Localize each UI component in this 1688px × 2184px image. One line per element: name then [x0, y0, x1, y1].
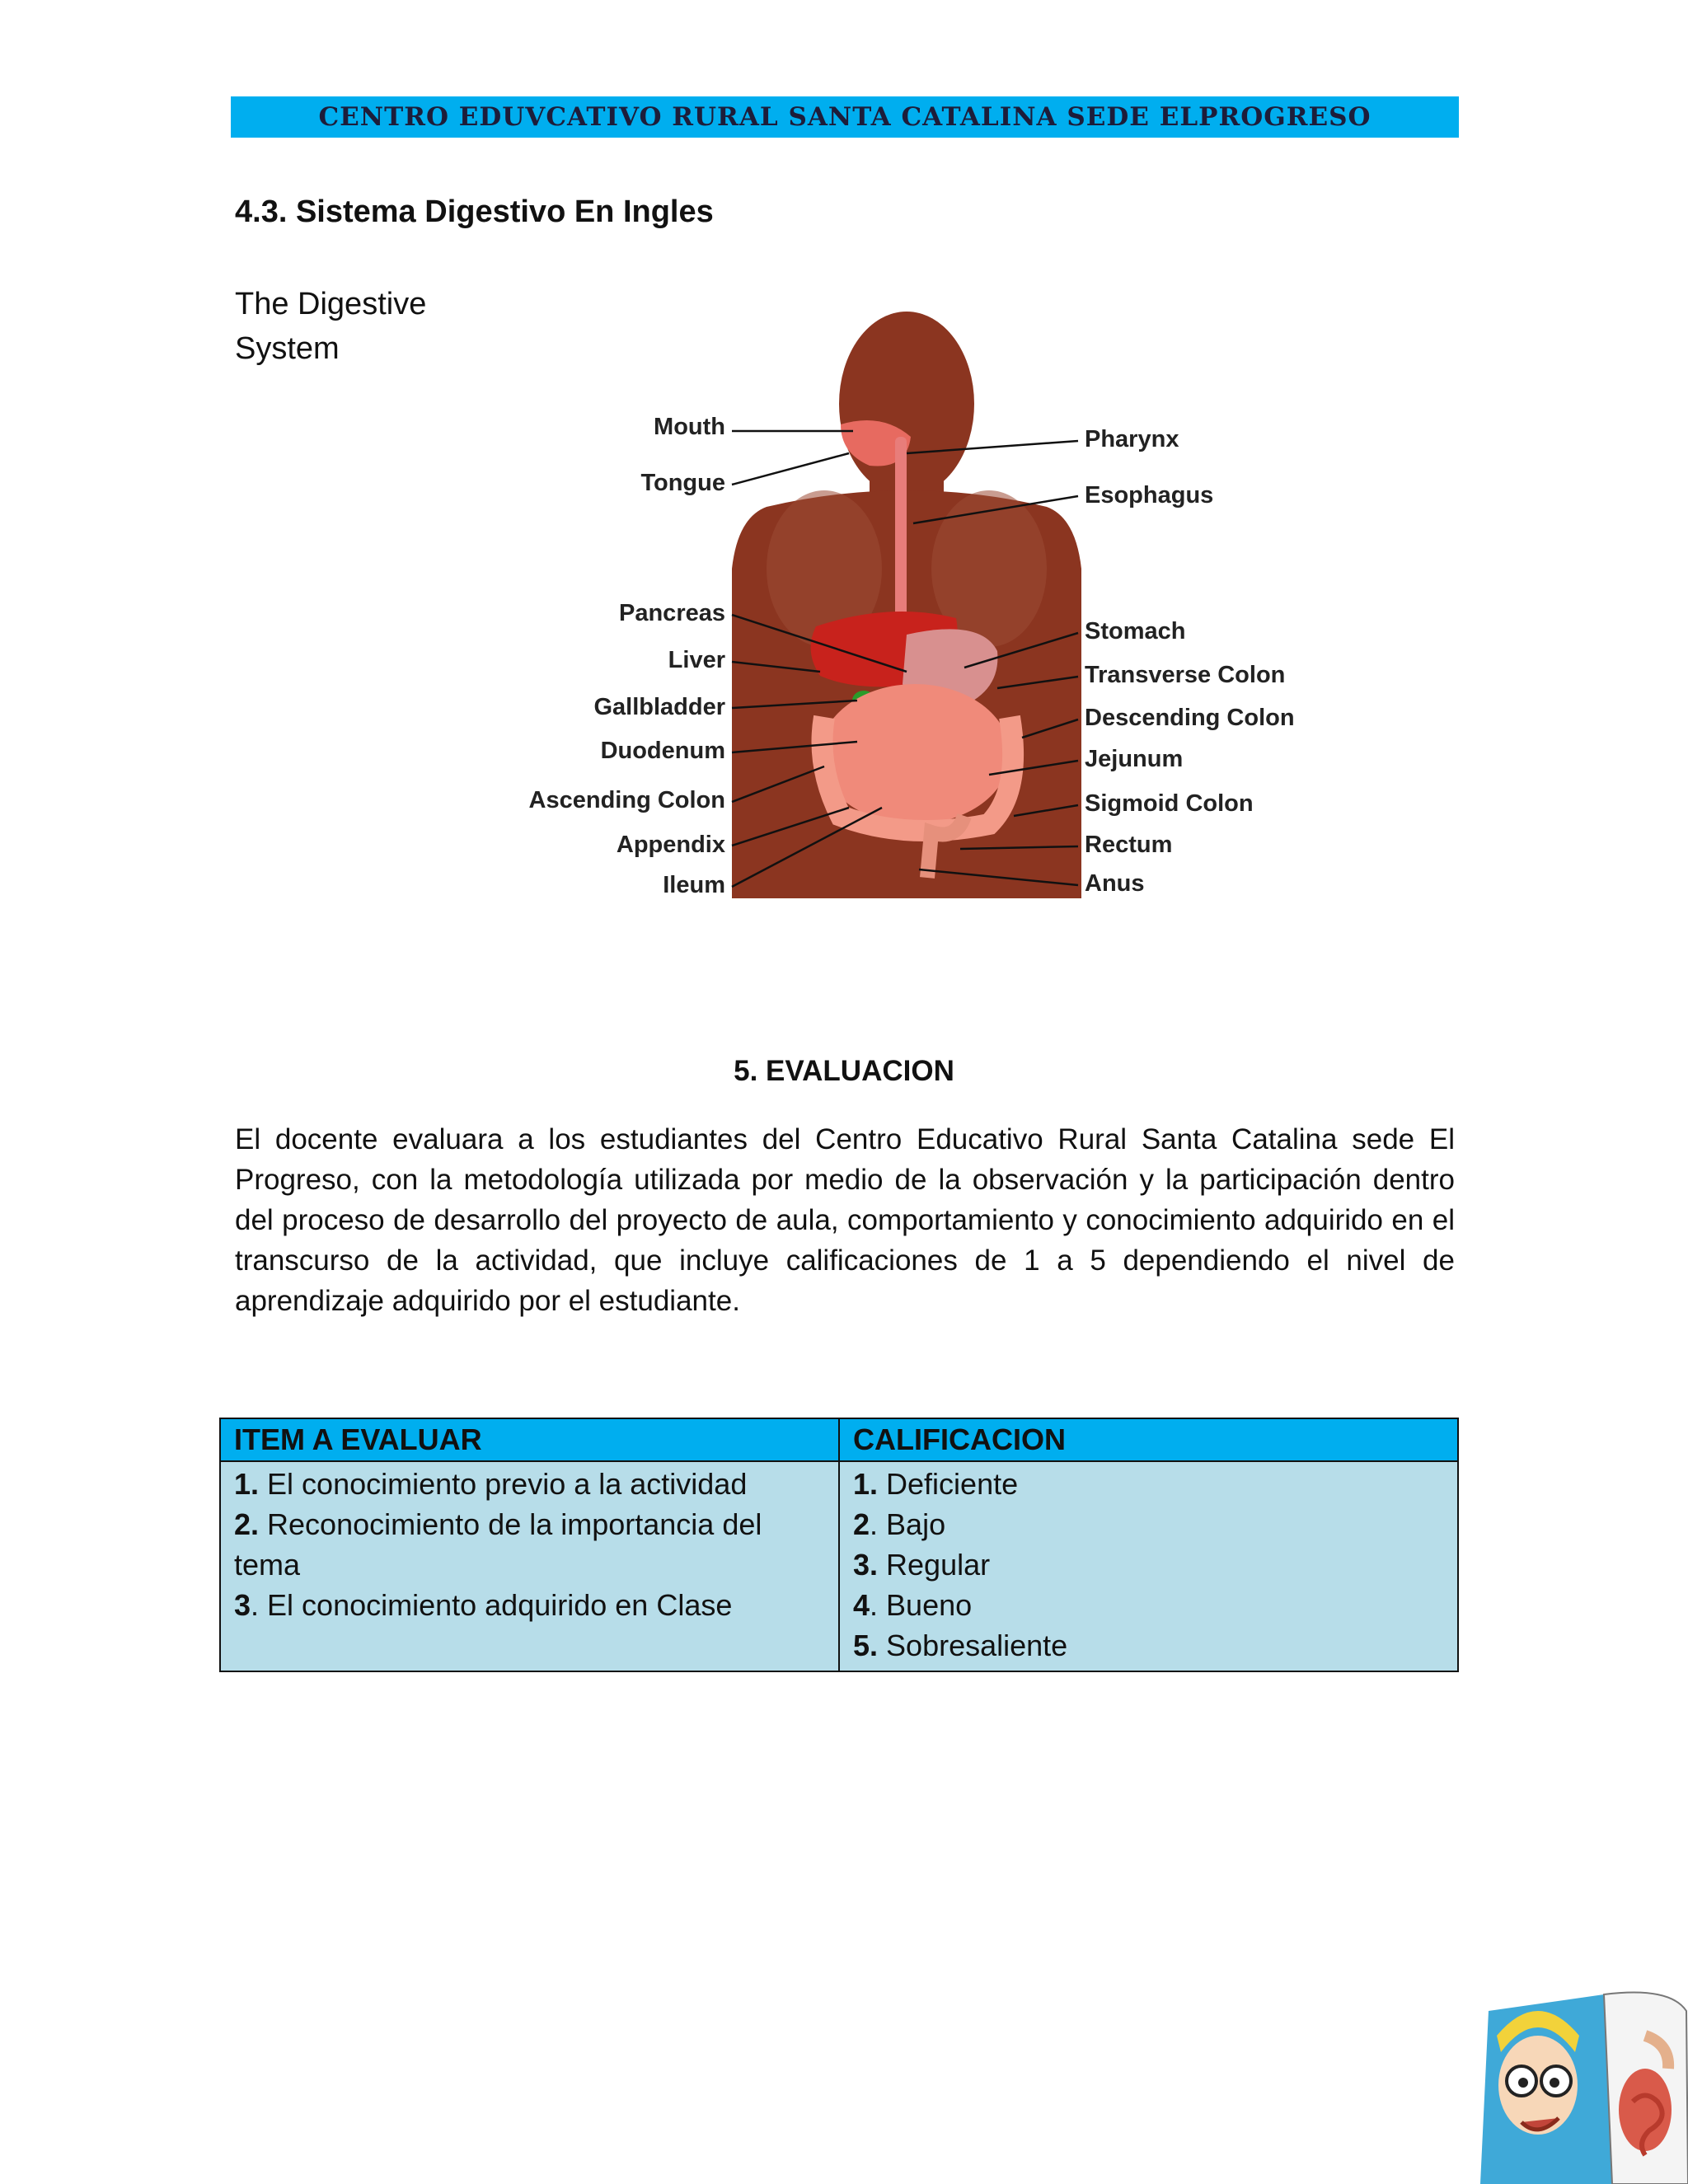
label-liver: Liver: [668, 647, 725, 673]
right-labels: [1085, 426, 1295, 897]
list-item: 3. El conocimiento adquirido en Clase: [234, 1588, 733, 1622]
grades-cell: [839, 1461, 1458, 1671]
header-item: ITEM A EVALUAR: [220, 1418, 839, 1461]
evaluation-paragraph: El docente evaluara a los estudiantes del Centro Educativo Rural Santa Catalina sede El Progreso, con la metodología utilizada por medio de la observación y la participación dentro del proceso de desarrollo del proyecto de aula, comportamiento y conocimiento adquirido en el transcurso de la actividad, que incluye calificaciones de 1 a 5 dependiendo el nivel de aprendizaje adquirido por el estudiante.: [235, 1123, 1455, 1317]
list-item: 4. Bueno: [853, 1588, 973, 1622]
label-esophagus: Esophagus: [1085, 482, 1214, 509]
label-pharynx: Pharynx: [1085, 426, 1179, 452]
evaluation-table: [219, 1418, 1459, 1672]
label-duodenum: Duodenum: [600, 738, 725, 764]
label-jejunum: Jejunum: [1085, 746, 1184, 772]
label-appendix: Appendix: [616, 832, 725, 858]
label-ascending-colon: Ascending Colon: [528, 787, 725, 813]
label-transverse-colon: Transverse Colon: [1085, 662, 1286, 688]
label-anus: Anus: [1085, 870, 1145, 897]
diagram-subtitle: The Digestive System: [235, 287, 427, 366]
list-item: 2. Bajo: [853, 1507, 946, 1541]
list-item: 1. Deficiente: [853, 1467, 1019, 1501]
table-row: [220, 1461, 1458, 1671]
label-sigmoid-colon: Sigmoid Colon: [1085, 790, 1254, 817]
school-name: CENTRO EDUVCATIVO RURAL SANTA CATALINA SEDE ELPROGRESO: [318, 102, 1372, 132]
table-header-row: [220, 1418, 1458, 1461]
items-cell: [220, 1461, 839, 1671]
label-stomach: Stomach: [1085, 618, 1186, 644]
label-mouth: Mouth: [654, 414, 725, 440]
label-gallbladder: Gallbladder: [593, 694, 725, 720]
label-ileum: Ileum: [663, 872, 725, 898]
list-item: 2. Reconocimiento de la importancia del tema: [234, 1507, 762, 1582]
list-item: 3. Regular: [853, 1548, 991, 1582]
left-labels: [529, 414, 725, 898]
label-descending-colon: Descending Colon: [1085, 705, 1295, 731]
header-grade: CALIFICACION: [839, 1418, 1458, 1461]
label-tongue: Tongue: [640, 470, 725, 496]
label-pancreas: Pancreas: [619, 600, 725, 626]
evaluation-title: 5. EVALUACION: [734, 1055, 954, 1087]
digestive-system-diagram: [495, 305, 1335, 915]
list-item: 5. Sobresaliente: [853, 1629, 1068, 1662]
header-band: [231, 96, 1459, 138]
list-item: 1. El conocimiento previo a la actividad: [234, 1467, 748, 1501]
cartoon-student-illustration: [1480, 1986, 1688, 2184]
section-title: 4.3. Sistema Digestivo En Ingles: [235, 194, 714, 229]
label-rectum: Rectum: [1085, 832, 1173, 858]
